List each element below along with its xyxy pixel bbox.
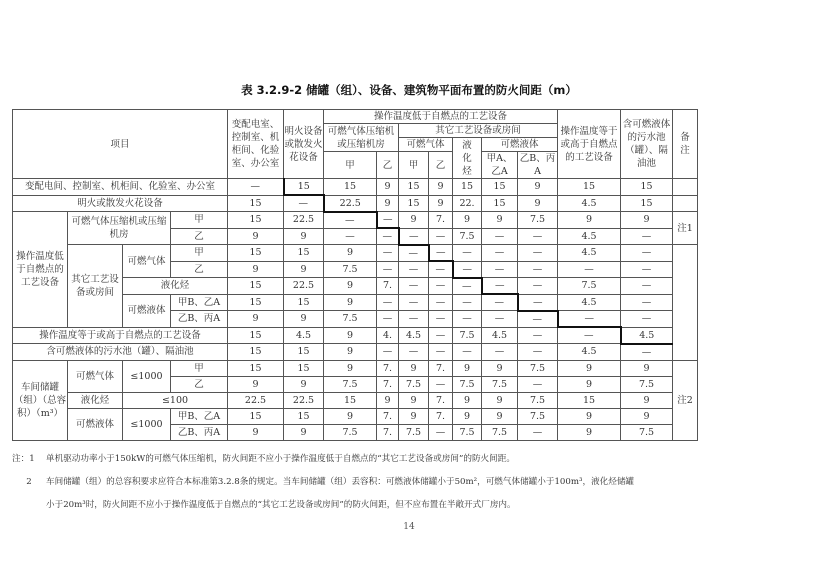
row-label: 乙B、丙A — [171, 424, 228, 440]
header-liq-jia-yi: 甲A、乙A — [482, 152, 518, 179]
cell: 9 — [284, 376, 324, 392]
cell: 4.5 — [482, 327, 518, 344]
cell: — — [429, 344, 453, 361]
cell: 9 — [482, 360, 518, 376]
cell: 15 — [621, 195, 673, 212]
cell: 7.5 — [453, 376, 482, 392]
cell: — — [621, 311, 673, 328]
cell: 15 — [284, 360, 324, 376]
remark-cell — [673, 195, 698, 212]
cell: — — [482, 245, 518, 262]
cell: 22.5 — [228, 392, 284, 408]
cell: 7.5 — [453, 228, 482, 245]
cell: 9 — [482, 392, 518, 408]
cell: — — [324, 212, 377, 229]
cell: 7.5 — [621, 376, 673, 392]
cell: — — [429, 245, 453, 262]
cell: 15 — [228, 344, 284, 361]
row-label: 乙 — [171, 261, 228, 278]
note-2 — [12, 471, 634, 494]
row-label: 乙 — [171, 228, 228, 245]
cell: 4.5 — [558, 195, 621, 212]
note-1 — [12, 448, 634, 471]
tank-lpg: 液化烃 — [68, 392, 123, 408]
row-label: 甲 — [171, 245, 228, 262]
cell: — — [558, 311, 621, 328]
cell: — — [518, 344, 558, 361]
cell: 4.5 — [558, 344, 621, 361]
sub-other-process: 其它工艺设备或房间 — [68, 245, 123, 328]
cell: — — [377, 245, 399, 262]
cell: 9 — [429, 195, 453, 212]
cell: — — [621, 245, 673, 262]
cell: 9 — [621, 392, 673, 408]
header-flammable-liquid: 可燃液体 — [482, 138, 558, 152]
cell: 7. — [429, 392, 453, 408]
note-1-label: 注：1 — [12, 454, 35, 464]
cell: 7.5 — [482, 424, 518, 440]
header-compressor: 可燃气体压缩机或压缩机房 — [324, 124, 399, 152]
cell: 15 — [228, 278, 284, 295]
cell: — — [399, 228, 429, 245]
cell: — — [377, 212, 399, 229]
cell: 9 — [558, 376, 621, 392]
cell: 9 — [453, 360, 482, 376]
cell: — — [453, 344, 482, 361]
cell: 7. — [429, 408, 453, 424]
header-item: 项目 — [13, 110, 228, 179]
cell: — — [518, 327, 558, 344]
row-label: 明火或散发火花设备 — [13, 195, 228, 212]
cell: — — [518, 424, 558, 440]
cell: — — [429, 327, 453, 344]
cell: — — [228, 179, 284, 196]
table-row — [13, 327, 698, 344]
cell: — — [453, 261, 482, 278]
cell: 9 — [518, 195, 558, 212]
cell: 9 — [284, 424, 324, 440]
cell: — — [399, 311, 429, 328]
cell: 9 — [324, 327, 377, 344]
cell: 15 — [228, 195, 284, 212]
header-gas-jia: 甲 — [399, 152, 429, 179]
cell: 9 — [228, 311, 284, 328]
cell: 9 — [399, 392, 429, 408]
note-2-text-a: 车间储罐（组）的总容积要求应符合本标准第3.2.8条的规定。当车间储罐（组）丢容积：可燃液体储罐小于50m²，可燃气体储罐小于100m³，液化烃储罐 — [46, 477, 635, 487]
cell: 7. — [429, 360, 453, 376]
cell: — — [518, 376, 558, 392]
remark-cell — [673, 179, 698, 196]
cell: 15 — [228, 408, 284, 424]
header-comp-yi: 乙 — [377, 152, 399, 179]
cell: — — [453, 311, 482, 328]
cell: 15 — [399, 195, 429, 212]
cell: 15 — [228, 245, 284, 262]
row-label: 甲B、乙A — [171, 294, 228, 311]
table-row — [13, 245, 698, 262]
cell: — — [482, 228, 518, 245]
cell: 15 — [558, 179, 621, 196]
cell: — — [621, 294, 673, 311]
cell: 4.5 — [399, 327, 429, 344]
table-title: 表 3.2.9-2 储罐（组）、设备、建筑物平面布置的防火间距（m） — [241, 83, 577, 97]
row-label: 液化烃 — [123, 278, 228, 295]
cell: 22.5 — [324, 195, 377, 212]
cell: 22. — [453, 195, 482, 212]
cell: 22.5 — [284, 392, 324, 408]
cell: — — [399, 278, 429, 295]
cell: 15 — [621, 179, 673, 196]
cell: 9 — [621, 408, 673, 424]
cell: 9 — [377, 179, 399, 196]
cell: 9 — [324, 245, 377, 262]
cell: 9 — [228, 261, 284, 278]
cell: — — [377, 344, 399, 361]
cell: 22.5 — [284, 278, 324, 295]
cell: 9 — [324, 408, 377, 424]
cell: 9 — [324, 294, 377, 311]
cell: 22.5 — [284, 212, 324, 229]
header-substation: 变配电室、控制室、机柜间、化验室、办公室 — [228, 110, 284, 179]
table-row — [13, 179, 698, 196]
cell: 9 — [558, 424, 621, 440]
cell: — — [621, 261, 673, 278]
cell: 15 — [284, 344, 324, 361]
cell: — — [399, 294, 429, 311]
cell: — — [482, 311, 518, 328]
tank-lpg-cap: ≤100 — [123, 392, 228, 408]
row-label: 乙B、丙A — [171, 311, 228, 328]
cell: 7.5 — [324, 311, 377, 328]
cell: 4.5 — [558, 294, 621, 311]
cell: 15 — [482, 179, 518, 196]
cell: 7.5 — [621, 424, 673, 440]
cell: 15 — [482, 195, 518, 212]
header-lpg: 液化烃 — [453, 138, 482, 179]
cell: 7.5 — [482, 376, 518, 392]
cell: 15 — [453, 179, 482, 196]
cell: 9 — [518, 179, 558, 196]
cell: 7. — [377, 408, 399, 424]
cell: 15 — [399, 179, 429, 196]
cell: 9 — [399, 360, 429, 376]
cell: 9 — [621, 212, 673, 229]
cell: 9 — [621, 360, 673, 376]
cell: 9 — [228, 376, 284, 392]
note-2-cont: 小于20m³时，防火间距不应小于操作温度低于自燃点的“其它工艺设备或房间”的防火间距，但不应布置在半敞开式厂房内。 — [46, 500, 516, 510]
header-above-autoignition: 操作温度等于或高于自燃点的工艺设备 — [558, 110, 621, 179]
cell: 7.5 — [558, 278, 621, 295]
row-label: 操作温度等于或高于自燃点的工艺设备 — [13, 327, 228, 344]
table-row — [13, 392, 698, 408]
cell: — — [377, 294, 399, 311]
row-label: 甲B、乙A — [171, 408, 228, 424]
row-label: 甲 — [171, 212, 228, 229]
header-remark: 备注 — [673, 110, 698, 179]
cell: 15 — [228, 360, 284, 376]
cell: 9 — [429, 179, 453, 196]
cell: 7. — [377, 424, 399, 440]
cell: 9 — [377, 195, 399, 212]
cell: 9 — [453, 408, 482, 424]
cell: 15 — [284, 245, 324, 262]
table-row — [13, 344, 698, 361]
cell: — — [518, 294, 558, 311]
cell: 9 — [558, 360, 621, 376]
cell: — — [377, 261, 399, 278]
cell: — — [429, 278, 453, 295]
cell: — — [558, 261, 621, 278]
cell: 15 — [284, 179, 324, 196]
cell: 9 — [453, 392, 482, 408]
cell: — — [399, 245, 429, 262]
cell: 7.5 — [518, 408, 558, 424]
cell: 7.5 — [399, 424, 429, 440]
header-other-process: 其它工艺设备或房间 — [399, 124, 558, 138]
header-sewage: 含可燃液体的污水池（罐）、隔油池 — [621, 110, 673, 179]
cell: 7. — [377, 278, 399, 295]
remark-note-2: 注2 — [673, 360, 698, 440]
sub2-liquid: 可燃液体 — [123, 294, 171, 327]
table-notes — [12, 448, 634, 517]
cell: — — [482, 278, 518, 295]
cell: 7.5 — [324, 424, 377, 440]
cell: — — [621, 344, 673, 361]
cell: 9 — [228, 228, 284, 245]
cell: 4.5 — [621, 327, 673, 344]
cell: — — [518, 261, 558, 278]
cell: — — [284, 195, 324, 212]
row-label: 甲 — [171, 360, 228, 376]
cell: 7.5 — [453, 327, 482, 344]
group-below-autoignition: 操作温度低于自燃点的工艺设备 — [13, 212, 68, 328]
tank-gas: 可燃气体 — [68, 360, 123, 392]
cell: — — [429, 261, 453, 278]
cell: — — [377, 228, 399, 245]
cell: — — [558, 327, 621, 344]
cell: — — [324, 228, 377, 245]
cell: 9 — [558, 408, 621, 424]
cell: 9 — [399, 408, 429, 424]
cell: — — [377, 311, 399, 328]
table-row — [13, 212, 698, 229]
cell: 7.5 — [453, 424, 482, 440]
sub-compressor: 可燃气体压缩机或压缩机房 — [68, 212, 171, 245]
tank-liquid: 可燃液体 — [68, 408, 123, 440]
cell: 9 — [377, 392, 399, 408]
cell: — — [453, 278, 482, 295]
cell: 9 — [324, 344, 377, 361]
cell: 7.5 — [399, 376, 429, 392]
cell: — — [429, 376, 453, 392]
tank-gas-cap: ≤1000 — [123, 360, 171, 392]
cell: — — [518, 311, 558, 328]
group-tank: 车间储罐（组）（总容积）（m³） — [13, 360, 68, 440]
header-liq-yi-bing: 乙B、丙A — [518, 152, 558, 179]
header-gas-yi: 乙 — [429, 152, 453, 179]
cell: 15 — [284, 294, 324, 311]
page-number: 14 — [403, 522, 415, 532]
note-2-label: 2 — [26, 477, 32, 487]
cell: 7.5 — [518, 392, 558, 408]
tank-liquid-cap: ≤1000 — [123, 408, 171, 440]
cell: 9 — [324, 360, 377, 376]
cell: — — [482, 261, 518, 278]
header-open-fire: 明火设备或散发火花设备 — [284, 110, 324, 179]
cell: 7.5 — [518, 360, 558, 376]
cell: — — [399, 261, 429, 278]
cell: — — [621, 278, 673, 295]
cell: — — [518, 228, 558, 245]
header-below-autoignition: 操作温度低于自燃点的工艺设备 — [324, 110, 558, 124]
table-row — [13, 195, 698, 212]
cell: 15 — [324, 392, 377, 408]
cell: 7.5 — [518, 212, 558, 229]
table-row — [13, 360, 698, 376]
cell: 9 — [284, 261, 324, 278]
cell: 9 — [482, 212, 518, 229]
cell: 7.5 — [324, 376, 377, 392]
cell: — — [621, 228, 673, 245]
cell: 4.5 — [558, 228, 621, 245]
header-flammable-gas: 可燃气体 — [399, 138, 453, 152]
cell: — — [453, 245, 482, 262]
cell: 15 — [284, 408, 324, 424]
row-label: 变配电间、控制室、机柜间、化验室、办公室 — [13, 179, 228, 196]
cell: 15 — [324, 179, 377, 196]
cell: 4.5 — [284, 327, 324, 344]
cell: 15 — [558, 392, 621, 408]
row-label: 乙 — [171, 376, 228, 392]
cell: 15 — [228, 294, 284, 311]
note-1-text: 单机驱动功率小于150kW的可燃气体压缩机，防火间距不应小于操作温度低于自燃点的“其它工艺设备或房间”的防火间距。 — [46, 454, 515, 464]
cell: — — [482, 344, 518, 361]
cell: 7. — [377, 376, 399, 392]
cell: 4. — [377, 327, 399, 344]
cell: 9 — [284, 311, 324, 328]
remark-cell — [673, 245, 698, 361]
cell: — — [429, 294, 453, 311]
row-label: 含可燃液体的污水池（罐）、隔油池 — [13, 344, 228, 361]
cell: 9 — [284, 228, 324, 245]
cell: 7. — [377, 360, 399, 376]
cell: 9 — [324, 278, 377, 295]
cell: 9 — [453, 212, 482, 229]
table-row — [13, 408, 698, 424]
remark-note-1: 注1 — [673, 212, 698, 245]
cell: — — [453, 294, 482, 311]
cell: 4.5 — [558, 245, 621, 262]
cell: 9 — [399, 212, 429, 229]
cell: — — [518, 245, 558, 262]
header-comp-jia: 甲 — [324, 152, 377, 179]
cell: — — [482, 294, 518, 311]
cell: — — [518, 278, 558, 295]
cell: 15 — [228, 212, 284, 229]
fire-distance-table — [12, 109, 698, 441]
cell: — — [399, 344, 429, 361]
cell: 7.5 — [324, 261, 377, 278]
cell: 15 — [228, 327, 284, 344]
cell: 9 — [228, 424, 284, 440]
cell: — — [429, 311, 453, 328]
cell: 9 — [558, 212, 621, 229]
sub2-gas: 可燃气体 — [123, 245, 171, 278]
cell: 9 — [482, 408, 518, 424]
cell: — — [429, 424, 453, 440]
cell: 7. — [429, 212, 453, 229]
cell: — — [429, 228, 453, 245]
